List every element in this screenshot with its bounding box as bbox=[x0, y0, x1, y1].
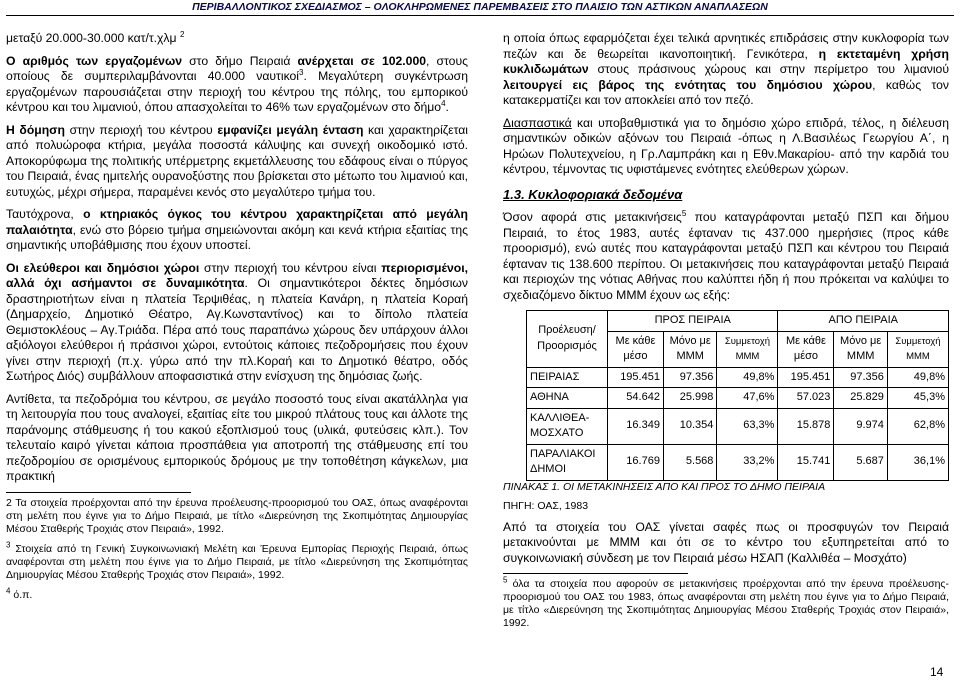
table-cell: 49,8% bbox=[887, 367, 948, 388]
paragraph-building-age: Ταυτόχρονα, ο κτηριακός όγκος του κέντρου χαρακτηρίζεται από μεγάλη παλαιότητα, ενώ στο βόρειο τμήμα σημειώνονται ακόμη και κενά κτήρια εξαιτίας της σημαντικής υποβάθμισης που έχουν υποστεί. bbox=[6, 207, 468, 252]
table-row-name: ΑΘΗΝΑ bbox=[527, 388, 608, 409]
table-cell: 25.829 bbox=[834, 388, 887, 409]
header-text: ΠΕΡΙΒΑΛΛΟΝΤΙΚΟΣ ΣΧΕΔΙΑΣΜΟΣ – ΟΛΟΚΛΗΡΩΜΕΝΕΣ ΠΑΡΕΜΒΑΣΕΙΣ ΣΤΟ ΠΛΑΙΣΙΟ ΤΩΝ ΑΣΤΙΚΩΝ ΑΝΑΠΛΑΣΕΩΝ bbox=[192, 1, 768, 13]
table-cell: 57.023 bbox=[778, 388, 834, 409]
footnote-rule bbox=[6, 492, 191, 493]
table-subheader: Μόνο με ΜΜΜ bbox=[663, 331, 716, 367]
table-cell: 10.354 bbox=[663, 408, 716, 444]
table-row bbox=[527, 408, 949, 444]
table-source: ΠΗΓΗ: ΟΑΣ, 1983 bbox=[503, 499, 589, 512]
table-cell: 45,3% bbox=[887, 388, 948, 409]
page-number: 14 bbox=[930, 665, 944, 679]
paragraph-road-axes: Διασπαστικά και υποβαθμιστικά για το δημόσιο χώρο επιδρά, τέλος, η διέλευση σημαντικών οδικών αξόνων του Πειραιά -όπως η Λ.Βασιλέως Γεωργίου Α΄, η Ηρώων Πολυτεχνείου, η Γρ.Λαμπράκη και η Εθν.Μακαρίου- από την καρδιά του κέντρου, τέμνοντας τις υφιστάμενες ενότητες ελεύθερων χώρων. bbox=[503, 115, 949, 176]
right-column bbox=[503, 31, 949, 637]
running-header bbox=[0, 0, 960, 24]
paragraph-railings: η οποία όπως εφαρμόζεται έχει τελικά αρνητικές επιδράσεις στην κυκλοφορία των πεζών και δε θεωρείται ικανοποιητική. Γενικότερα, η εκτεταμένη χρήση κυκλιδωμάτων στους πράσινους χώρους και στην περίμετρο του λιμανιού λειτουργεί εις βάρος της ενότητας του δημόσιου χώρου, καθώς τον κατακερματίζει και τον αποκλείει από τον πεζό. bbox=[503, 31, 949, 107]
trips-table bbox=[526, 310, 949, 481]
table-row-name: ΠΑΡΑΛΙΑΚΟΙ ΔΗΜΟΙ bbox=[527, 444, 608, 480]
table-cell: 63,3% bbox=[717, 408, 778, 444]
paragraph-trips: Όσον αφορά στις μετακινήσεις$^5$ που καταγράφονται μεταξύ ΠΣΠ και δήμου Πειραιά, το έτος 1983, αυτές έφταναν τις 437.000 ημερήσιες (προς κάθε προορισμό), ενώ αυτές που καταγράφονται μεταξύ ΠΣΠ και κέντρου του Πειραιά έφταναν τις 138.600 περίπου. Οι μετακινήσεις που καταγράφονται μεταξύ Πειραιά και περιοχών της νότιας Αθήνας που καλύπτει ήδη ή που πρόκειται να καλύψει το σχεδιαζόμενο δίκτυο ΜΜΜ έχουν ως εξής: bbox=[503, 208, 949, 302]
paragraph-sidewalks: Αντίθετα, τα πεζοδρόμια του κέντρου, σε μεγάλο ποσοστό τους είναι ακατάλληλα για τη λειτουργία που τους αναλογεί, εξαιτίας είτε του μικρού πλάτους τους και άλλοτε της παράνομης στάθμευσης ή του κακού εξοπλισμού τους (υλικά, φυτεύσεις κλπ.). Τον τελευταίο καιρό γίνεται κάποια προσπάθεια για αποτροπή της στάθμευσης επί του πεζοδρομίου σε ορισμένους εμπορικούς δρόμους με την τοποθέτηση κάγκελων, μια πρακτική bbox=[6, 391, 468, 483]
paragraph-workers: Ο αριθμός των εργαζομένων στο δήμο Πειραιά ανέρχεται σε 102.000, στους οποίους δε συμπεριλαμβάνονται 40.000 ναυτικοί$^3$. Μεγαλύτερη συγκέντρωση εργαζομένων παρουσιάζεται στην περιοχή του κέντρου της πόλης, του εμπορικού κέντρου και του λιμανιού, όπου απασχολείται το 46% των εργαζομένων στο δήμο$^4$. bbox=[6, 53, 469, 114]
table-cell: 5.687 bbox=[834, 444, 887, 480]
table-cell: 33,2% bbox=[717, 444, 778, 480]
table-subheader: Μόνο με ΜΜΜ bbox=[834, 331, 887, 367]
header-rule bbox=[6, 15, 954, 16]
paragraph-oas: Από τα στοιχεία του ΟΑΣ γίνεται σαφές πως οι προσφυγών τον Πειραιά μετακινούνται με ΜΜΜ και ότι σε το κέντρο του εξυπηρετείται από το συγκοινωνιακή σύνδεση με τον Πειραιά μέσω ΗΣΑΠ (Καλλιθέα – Μοσχάτο) bbox=[503, 519, 949, 565]
table-subheader: Συμμετοχή ΜΜΜ bbox=[717, 331, 778, 367]
table-group-from: ΑΠΟ ΠΕΙΡΑΙΑ bbox=[778, 311, 949, 332]
paragraph-public-spaces: Οι ελεύθεροι και δημόσιοι χώροι στην περιοχή του κέντρου είναι περιορισμένοι, αλλά όχι ασήμαντοι σε δυναμικότητα. Οι σημαντικότεροι δέκτες δημόσιων δραστηριοτήτων είναι η πλατεία Τερψιθέας, η πλατεία Κανάρη, η πλατεία Κοραή (Δημαρχείο, Δημοτικό Θέατρο, Αγ.Κωνσταντίνος) και το δίπολο πλατεία Θεμιστοκλέους – Αγ.Τριάδα. Πέρα από τους παραπάνω χώρους δεν υπάρχουν άλλοι αξιόλογοι ελεύθεροι ή πράσινοι χώροι, εντούτοις κάποιες πεζοδρομήσεις που έχουν γίνει στην περιοχή (π.χ. γύρω από την πλ.Κοραή και το Δημοτικό θέατρο, οδός Σωτήρος Διός) συμβάλλουν αποφασιστικά στην ενίσχυση της δημόσιας ζωής. bbox=[6, 260, 469, 383]
table-row-header: Προέλευση/ Προορισμός bbox=[527, 311, 608, 368]
table-row-name: ΠΕΙΡΑΙΑΣ bbox=[527, 367, 608, 388]
table-subheader: Συμμετοχή ΜΜΜ bbox=[887, 331, 948, 367]
table-row-name: ΚΑΛΛΙΘΕΑ-ΜΟΣΧΑΤΟ bbox=[527, 408, 608, 444]
table-cell: 9.974 bbox=[834, 408, 887, 444]
table-row bbox=[527, 367, 949, 388]
footnote-4: $^4$ ό.π. bbox=[6, 586, 33, 601]
table-group-to: ΠΡΟΣ ΠΕΙΡΑΙΑ bbox=[608, 311, 778, 332]
footnote-2: 2 Τα στοιχεία προέρχονται από την έρευνα προέλευσης-προορισμού του ΟΑΣ, όπως αναφέρονται στη μελέτη που έγινε για το Δήμο Πειραιά, με τίτλο «Διερεύνηση της Σκοπιμότητας Δημιουργίας Μέσου Σταθερής Τροχιάς στον Πειραιά», 1992. bbox=[6, 496, 468, 535]
table-cell: 54.642 bbox=[608, 388, 664, 409]
table-cell: 15.741 bbox=[778, 444, 834, 480]
table-cell: 16.769 bbox=[608, 444, 664, 480]
footnote-rule-right bbox=[503, 573, 688, 574]
table-row bbox=[527, 388, 949, 409]
table-cell: 62,8% bbox=[887, 408, 948, 444]
table-cell: 195.451 bbox=[778, 367, 834, 388]
table-cell: 195.451 bbox=[608, 367, 664, 388]
table-cell: 16.349 bbox=[608, 408, 664, 444]
table-cell: 15.878 bbox=[778, 408, 834, 444]
footnote-3: $^3$ Στοιχεία από τη Γενική Συγκοινωνιακή Μελέτη και Έρευνα Εμπορίας Περιοχής Πειραιά, όπως αναφέρονται στη μελέτη που έγινε για το Δήμο Πειραιά, με τίτλο «Διερεύνηση της Σκοπιμότητας Δημιουργίας Μέσου Σταθερής Τροχιάς στον Πειραιά», 1992. bbox=[6, 540, 468, 581]
table-cell: 49,8% bbox=[717, 367, 778, 388]
table-subheader: Με κάθε μέσο bbox=[608, 331, 664, 367]
table-subheader: Με κάθε μέσο bbox=[778, 331, 834, 367]
table-cell: 47,6% bbox=[717, 388, 778, 409]
left-column bbox=[6, 31, 468, 609]
table-cell: 97.356 bbox=[834, 367, 887, 388]
table-caption: ΠΙΝΑΚΑΣ 1. ΟΙ ΜΕΤΑΚΙΝΗΣΕΙΣ ΑΠΟ ΚΑΙ ΠΡΟΣ ΤΟ ΔΗΜΟ ΠΕΙΡΑΙΑ bbox=[503, 480, 826, 493]
table-row bbox=[527, 444, 949, 480]
paragraph-building: Η δόμηση στην περιοχή του κέντρου εμφανίζει μεγάλη ένταση και χαρακτηρίζεται από πολυώροφα κτήρια, μεγάλα ποσοστά κάλυψης και συνεχή οικοδομικό ιστό. Αποκορύφωμα της πολιτικής υπέρμετρης εκμετάλλευσης του εδάφους είναι ο πύργος του Πειραιά, ένας ημιτελής ουρανοξύστης που βρίσκεται στο μέτωπο του λιμανιού και, ευτυχώς, μέχρι σήμερα, παραμένει κενός στο μεγαλύτερο τμήμα του. bbox=[6, 122, 468, 199]
paragraph-density: μεταξύ 20.000-30.000 κατ/τ.χλμ $^2$ bbox=[6, 29, 185, 45]
table-cell: 36,1% bbox=[887, 444, 948, 480]
table-cell: 25.998 bbox=[663, 388, 716, 409]
table-cell: 5.568 bbox=[663, 444, 716, 480]
table-cell: 97.356 bbox=[663, 367, 716, 388]
section-heading: 1.3. Κυκλοφοριακά δεδομένα bbox=[503, 186, 683, 202]
footnote-5: $^5$ όλα τα στοιχεία που αφορούν σε μετακινήσεις προέρχονται από την έρευνα προέλευσης-προορισμού του ΟΑΣ του 1983, όπως αναφέρονται στη μελέτη που έγινε για το Δήμο Πειραιά, με τίτλο «Διερεύνηση της Σκοπιμότητας Δημιουργίας Μέσου Σταθερής Τροχιάς στον Πειραιά», 1992. bbox=[503, 575, 949, 629]
